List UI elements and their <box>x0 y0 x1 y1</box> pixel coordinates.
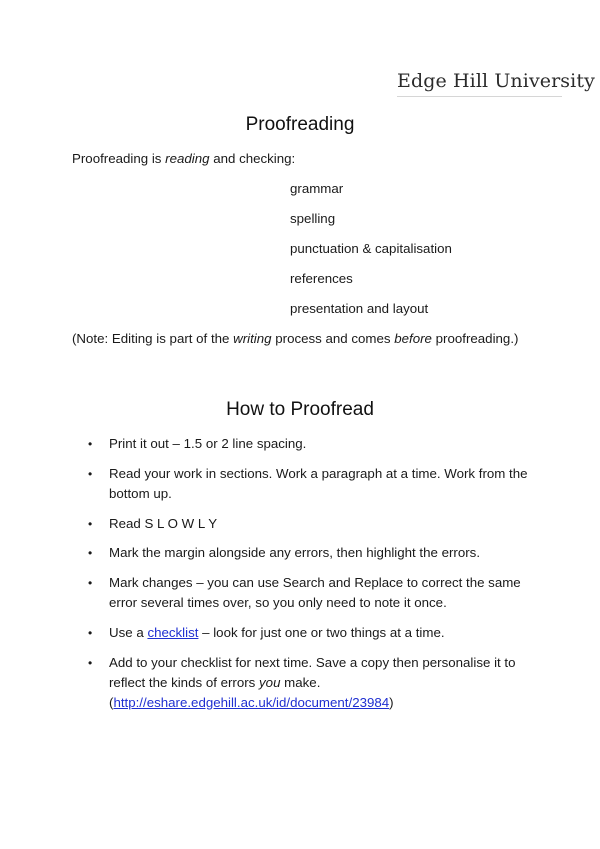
logo-underline <box>397 96 562 97</box>
bullet-icon: • <box>88 517 93 531</box>
note-part1: (Note: Editing is part of the <box>72 331 234 346</box>
list-item-text-after: – look for just one or two things at a time. <box>198 625 445 640</box>
bullet-icon: • <box>88 467 93 481</box>
intro-emphasis: reading <box>165 151 210 166</box>
list-item-text <box>109 623 539 643</box>
intro-paragraph <box>72 151 295 167</box>
note-part3: proofreading.) <box>431 331 519 346</box>
bullet-icon: • <box>88 576 93 590</box>
check-item-grammar: grammar <box>290 181 344 196</box>
list-item-text <box>109 573 539 613</box>
bullet-icon: • <box>88 626 93 640</box>
list-item-line: bottom up. <box>109 486 172 501</box>
paren-open: ( <box>109 695 114 710</box>
note-paragraph <box>72 331 518 347</box>
list-item-text-before: Use a <box>109 625 148 640</box>
check-item-spelling: spelling <box>290 211 336 226</box>
section-title-how-to-proofread: How to Proofread <box>226 399 374 420</box>
list-item-line: Read your work in sections. Work a paragraph at a time. Work from the <box>109 466 528 481</box>
logo: Edge Hill University <box>397 70 595 92</box>
bullet-icon: • <box>88 437 93 451</box>
bullet-icon: • <box>88 546 93 560</box>
list-item-text <box>109 653 539 713</box>
list-item-text: Read S L O W L Y <box>109 516 218 531</box>
paren-close: ) <box>389 695 394 710</box>
check-item-presentation: presentation and layout <box>290 301 429 316</box>
list-item-line: error several times over, so you only need to note it once. <box>109 595 447 610</box>
section-title-proofreading: Proofreading <box>245 114 355 135</box>
bullet-icon: • <box>88 656 93 670</box>
list-item-line-after: make. <box>280 675 321 690</box>
list-item-emphasis: you <box>259 675 281 690</box>
note-em-before: before <box>394 331 432 346</box>
list-item-line: Mark changes – you can use Search and Replace to correct the same <box>109 575 521 590</box>
note-part2: process and comes <box>271 331 395 346</box>
check-item-references: references <box>290 271 353 286</box>
check-item-punctuation: punctuation & capitalisation <box>290 241 452 256</box>
checklist-link[interactable]: checklist <box>147 625 199 640</box>
list-item-text <box>109 464 539 504</box>
list-item-line: Add to your checklist for next time. Save a copy then personalise it to <box>109 655 516 670</box>
list-item-text: Print it out – 1.5 or 2 line spacing. <box>109 436 307 451</box>
intro-text-before: Proofreading is <box>72 151 166 166</box>
eshare-document-link[interactable]: http://eshare.edgehill.ac.uk/id/document/23984 <box>113 695 390 710</box>
intro-text-after: and checking: <box>209 151 296 166</box>
note-em-writing: writing <box>233 331 272 346</box>
list-item-line-before: reflect the kinds of errors <box>109 675 260 690</box>
list-item-text: Mark the margin alongside any errors, then highlight the errors. <box>109 545 481 560</box>
